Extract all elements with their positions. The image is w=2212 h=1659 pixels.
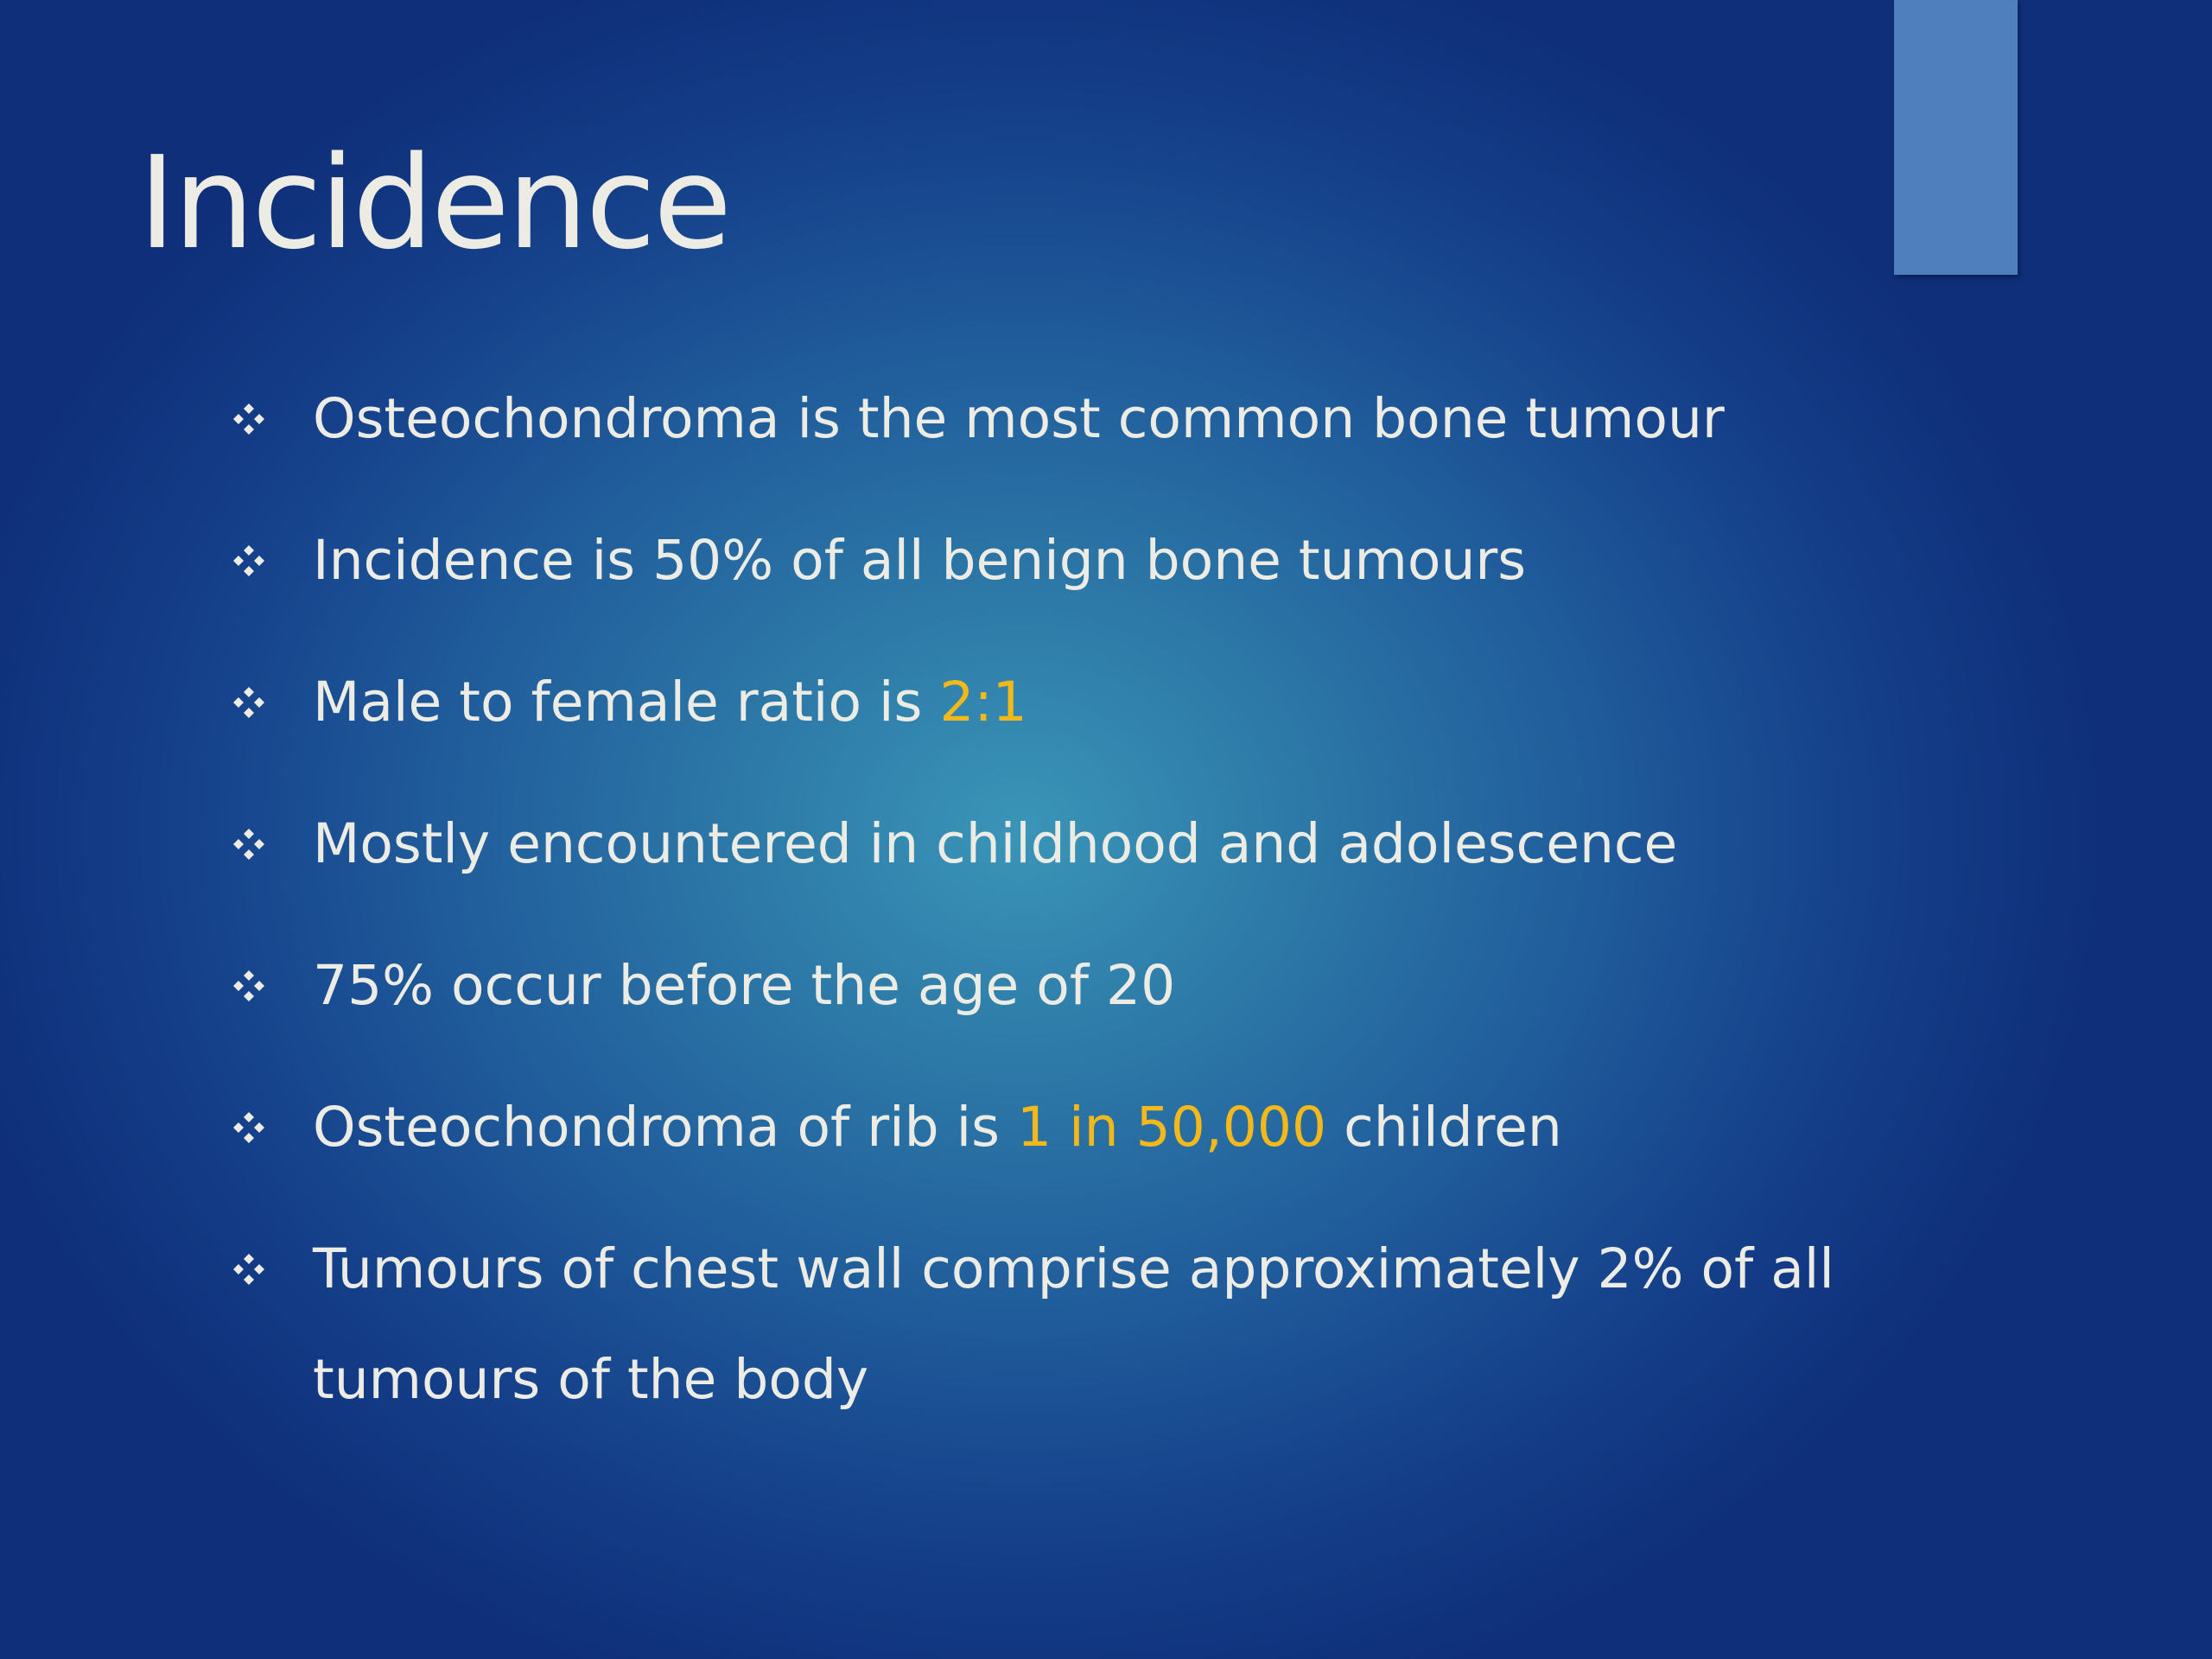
bullet-item xyxy=(232,1222,1977,1435)
bullet-item xyxy=(232,797,1977,938)
slide-title: Incidence xyxy=(138,129,730,277)
four-diamond-bullet-icon xyxy=(232,655,313,750)
bullet-item xyxy=(232,1080,1977,1222)
bullet-text xyxy=(313,1080,1562,1175)
bullet-item xyxy=(232,372,1977,513)
four-diamond-bullet-icon xyxy=(232,513,313,608)
four-diamond-bullet-icon xyxy=(232,372,313,467)
bullet-text: 75% occur before the age of 20 xyxy=(313,954,1176,1017)
bullet-text: Osteochondroma is the most common bone tumour xyxy=(313,387,1725,450)
bullet-list xyxy=(232,372,1977,1435)
four-diamond-bullet-icon xyxy=(232,938,313,1033)
accent-bar xyxy=(1894,0,2018,275)
highlight-incidence: 1 in 50,000 xyxy=(1017,1096,1327,1159)
bullet-text-lead: Male to female ratio is xyxy=(313,671,940,734)
bullet-item xyxy=(232,513,1977,655)
highlight-ratio: 2:1 xyxy=(939,671,1027,734)
four-diamond-bullet-icon xyxy=(232,797,313,892)
four-diamond-bullet-icon xyxy=(232,1222,313,1317)
bullet-text xyxy=(313,655,1027,750)
bullet-text-tail: children xyxy=(1326,1096,1562,1159)
four-diamond-bullet-icon xyxy=(232,1080,313,1175)
bullet-text: Incidence is 50% of all benign bone tumours xyxy=(313,529,1527,592)
bullet-item xyxy=(232,938,1977,1080)
bullet-text-lead: Osteochondroma of rib is xyxy=(313,1096,1018,1159)
bullet-text: Mostly encountered in childhood and adolescence xyxy=(313,812,1678,875)
bullet-text: Tumours of chest wall comprise approximately 2% of all tumours of the body xyxy=(313,1237,1834,1411)
bullet-item xyxy=(232,655,1977,797)
